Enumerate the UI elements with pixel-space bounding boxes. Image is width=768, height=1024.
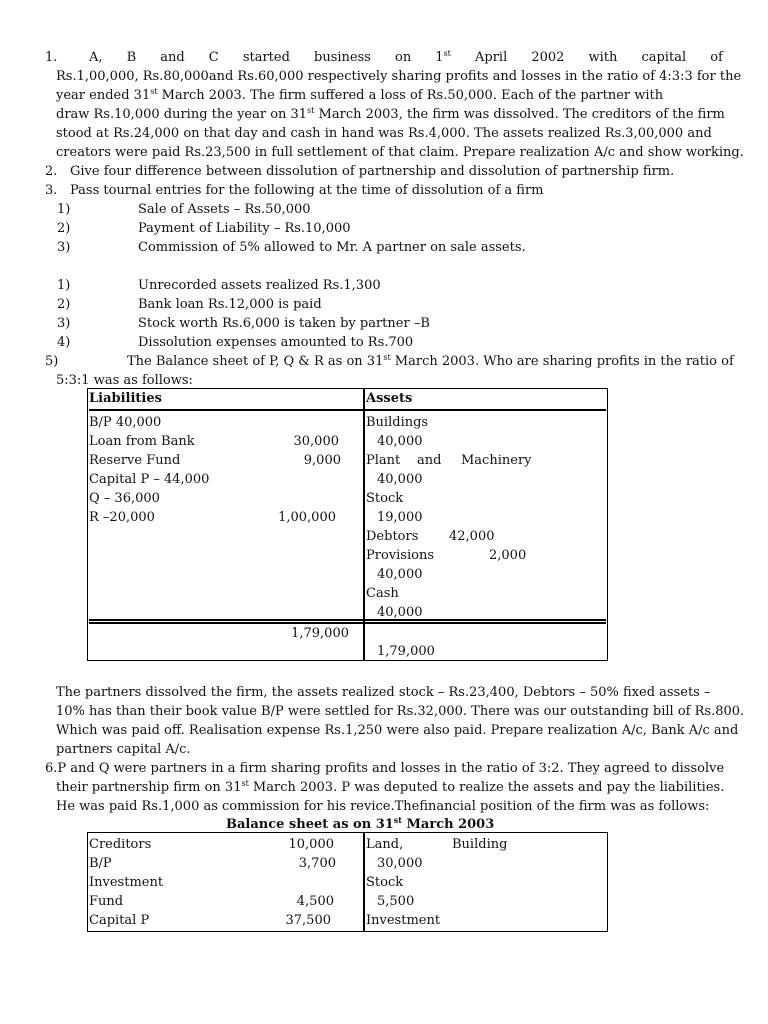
- asset-item: Machinery: [461, 453, 532, 468]
- q5-line-1: The Balance sheet of P, Q & R as on 31st March 2003. Who are sharing profits in the ratio of: [127, 353, 734, 369]
- table-outer-border: [87, 832, 608, 932]
- liab-label: Fund: [89, 894, 124, 909]
- liab-amount: 4,500: [296, 894, 334, 909]
- q1-word: with: [588, 50, 618, 65]
- q5-para-line: partners capital A/c.: [56, 742, 191, 757]
- assets-header: Assets: [366, 391, 413, 406]
- list-item-number: 1): [57, 278, 71, 293]
- liab-label: B/P 40,000: [89, 415, 162, 430]
- q1-word: business: [314, 50, 371, 65]
- list-item-number: 4): [57, 335, 71, 350]
- liabilities-total: 1,79,000: [291, 626, 349, 641]
- liab-amount: 30,000: [293, 434, 339, 449]
- liab-label: B/P: [89, 856, 112, 871]
- q5-number: 5): [45, 354, 59, 369]
- liab-amount: 3,700: [298, 856, 336, 871]
- q1-line-2: Rs.1,00,000, Rs.80,000and Rs.60,000 respectively sharing profits and losses in the ratio of 4:3:3 for the: [56, 69, 742, 84]
- asset-item: Debtors: [366, 529, 419, 544]
- list-item-text: Stock worth Rs.6,000 is taken by partner –B: [138, 316, 430, 331]
- liab-amount: 9,000: [303, 453, 341, 468]
- asset-item: Building: [452, 837, 508, 852]
- q1-line-1: [89, 50, 723, 65]
- liab-label: Q – 36,000: [89, 491, 160, 506]
- q1-word: and: [160, 50, 185, 65]
- list-item-text: Unrecorded assets realized Rs.1,300: [138, 278, 381, 293]
- liab-label: Loan from Bank: [89, 434, 195, 449]
- asset-item: Stock: [366, 875, 404, 890]
- total-divider-bottom: [89, 622, 606, 624]
- header-divider: [89, 409, 606, 411]
- asset-item: and: [417, 453, 442, 468]
- asset-amount: 19,000: [377, 510, 423, 525]
- q6-line-3: He was paid Rs.1,000 as commission for his revice.Thefinancial position of the firm was as follows:: [56, 799, 710, 814]
- q5-line-2: 5:3:1 was as follows:: [56, 373, 193, 388]
- liab-label: R –20,000: [89, 510, 155, 525]
- column-divider: [363, 389, 365, 660]
- liab-label: Reserve Fund: [89, 453, 181, 468]
- q1-word: started: [242, 50, 290, 65]
- asset-amount: 2,000: [489, 548, 527, 563]
- q1-word: B: [126, 50, 137, 65]
- q3-number: 3.: [45, 183, 58, 198]
- asset-amount: 40,000: [377, 567, 423, 582]
- q2-number: 2.: [45, 164, 58, 179]
- liab-amount: 1,00,000: [278, 510, 336, 525]
- asset-item: Buildings: [366, 415, 429, 430]
- list-item-text: Sale of Assets – Rs.50,000: [138, 202, 311, 217]
- q1-line-3: year ended 31st March 2003. The firm suffered a loss of Rs.50,000. Each of the partner with: [56, 87, 664, 103]
- total-divider-top: [89, 619, 606, 621]
- q1-word: April: [474, 50, 508, 65]
- asset-item: Cash: [366, 586, 399, 601]
- list-item-text: Commission of 5% allowed to Mr. A partner on sale assets.: [138, 240, 526, 255]
- asset-amount: 42,000: [449, 529, 495, 544]
- q1-word: 1st: [435, 49, 451, 65]
- q2-text: Give four difference between dissolution of partnership and dissolution of partnership firm.: [70, 164, 675, 179]
- q1-word: on: [395, 50, 412, 65]
- table-title: Balance sheet as on 31st March 2003: [226, 815, 495, 832]
- liab-label: Creditors: [89, 837, 152, 852]
- q1-word: 2002: [531, 50, 565, 65]
- q1-word: A,: [89, 50, 103, 65]
- asset-amount: 30,000: [377, 856, 423, 871]
- q5-para-line: Which was paid off. Realisation expense Rs.1,250 were also paid. Prepare realization A/c, Bank A/c and: [56, 723, 739, 738]
- list-item-text: Dissolution expenses amounted to Rs.700: [138, 335, 414, 350]
- q1-word: C: [208, 50, 219, 65]
- liab-amount: 10,000: [288, 837, 334, 852]
- list-item-number: 3): [57, 240, 71, 255]
- asset-amount: 40,000: [377, 605, 423, 620]
- liab-label: Investment: [89, 875, 164, 890]
- list-item-number: 2): [57, 221, 71, 236]
- asset-amount: 40,000: [377, 434, 423, 449]
- list-item-number: 3): [57, 316, 71, 331]
- q1-line-5: stood at Rs.24,000 on that day and cash in hand was Rs.4,000. The assets realized Rs.3,00,000 and: [56, 126, 712, 141]
- column-divider: [363, 833, 365, 931]
- q1-number: 1.: [45, 50, 58, 65]
- q3-text: Pass tournal entries for the following at the time of dissolution of a firm: [70, 183, 544, 198]
- q6-line-2: their partnership firm on 31st March 2003. P was deputed to realize the assets and pay the liabilities.: [56, 779, 725, 795]
- q6-line-1: 6.P and Q were partners in a firm sharing profits and losses in the ratio of 3:2. They agreed to dissolve: [45, 761, 725, 776]
- liab-label: Capital P: [89, 913, 150, 928]
- asset-item: Land,: [366, 837, 404, 852]
- ordinal-suffix: st: [443, 49, 451, 58]
- q1-word: of: [710, 50, 723, 65]
- liab-label: Capital P – 44,000: [89, 472, 210, 487]
- asset-item: Provisions: [366, 548, 434, 563]
- asset-amount: 5,500: [377, 894, 415, 909]
- q5-para-line: The partners dissolved the firm, the assets realized stock – Rs.23,400, Debtors – 50% fixed assets –: [56, 685, 711, 700]
- q5-para-line: 10% has than their book value B/P were settled for Rs.32,000. There was our outstanding bill of Rs.800.: [56, 704, 745, 719]
- liabilities-header: Liabilities: [89, 391, 162, 406]
- list-item-number: 1): [57, 202, 71, 217]
- list-item-number: 2): [57, 297, 71, 312]
- liab-amount: 37,500: [285, 913, 331, 928]
- list-item-text: Bank loan Rs.12,000 is paid: [138, 297, 322, 312]
- q1-line-4: draw Rs.10,000 during the year on 31st March 2003, the firm was dissolved. The creditors of the firm: [56, 106, 725, 122]
- asset-item: Investment: [366, 913, 441, 928]
- q1-word: capital: [641, 50, 687, 65]
- asset-amount: 40,000: [377, 472, 423, 487]
- list-item-text: Payment of Liability – Rs.10,000: [138, 221, 351, 236]
- q1-line-6: creators were paid Rs.23,500 in full settlement of that claim. Prepare realization A/c and show working.: [56, 145, 744, 160]
- asset-item: Plant: [366, 453, 401, 468]
- asset-item: Stock: [366, 491, 404, 506]
- assets-total: 1,79,000: [377, 644, 435, 659]
